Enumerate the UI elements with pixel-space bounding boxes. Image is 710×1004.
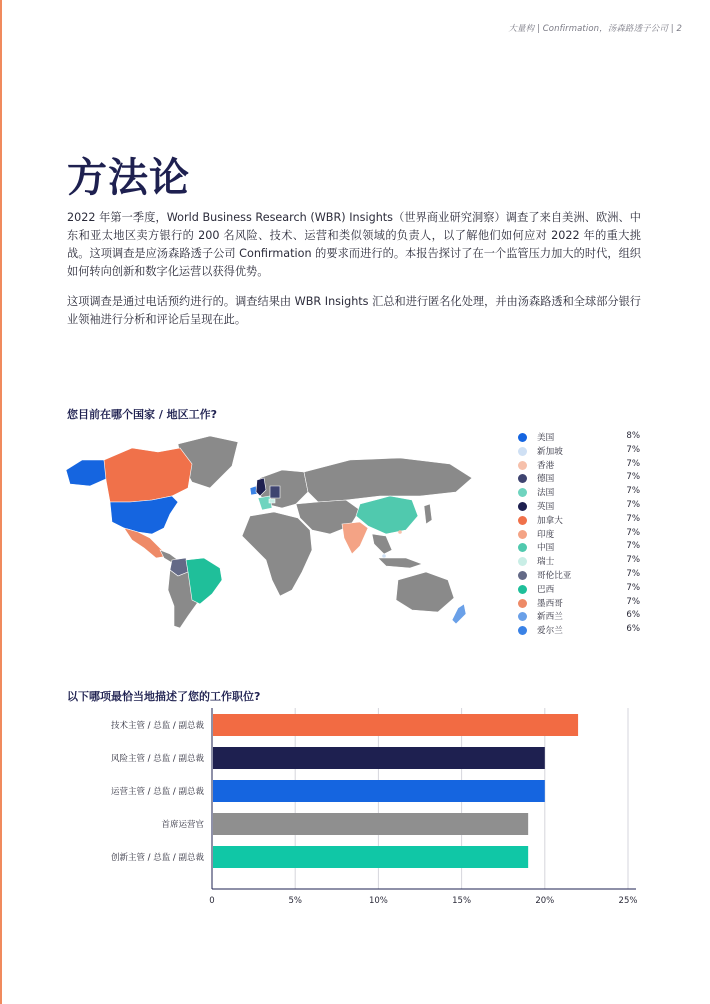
- legend-country: 墨西哥: [537, 598, 563, 609]
- map-africa: [242, 512, 312, 596]
- legend-country: 哥伦比亚: [537, 570, 572, 581]
- method-paragraph: 这项调查是通过电话预约进行的。调查结果由 WBR Insights 汇总和进行匿名化处理，并由汤森路透和全球部分银行业领袖进行分析和评论后呈现在此。: [67, 295, 641, 326]
- x-tick-label: 15%: [452, 896, 472, 906]
- bar: [213, 846, 528, 868]
- legend-swatch: [518, 612, 527, 621]
- legend-percent: 6%: [626, 624, 640, 635]
- legend-country: 爱尔兰: [537, 626, 563, 637]
- legend-percent: 7%: [626, 582, 640, 593]
- map-alaska: [66, 460, 108, 486]
- legend-swatch: [518, 474, 527, 483]
- category-label: 运营主管 / 总监 / 副总裁: [110, 787, 204, 797]
- legend-row: [518, 541, 640, 555]
- category-label: 风险主管 / 总监 / 副总裁: [110, 754, 204, 764]
- category-label: 创新主管 / 总监 / 副总裁: [110, 853, 204, 863]
- legend-row: [518, 514, 640, 528]
- legend-swatch: [518, 626, 527, 635]
- legend-percent: 6%: [626, 610, 640, 621]
- legend-swatch: [518, 502, 527, 511]
- map-legend: [518, 431, 640, 638]
- map-canada: [104, 448, 192, 502]
- x-tick-label: 5%: [288, 896, 302, 906]
- x-tick-label: 10%: [368, 896, 388, 906]
- bar: [213, 714, 578, 736]
- map-hong-kong: [398, 530, 402, 534]
- legend-percent: 7%: [626, 596, 640, 607]
- category-label: 技术主管 / 总监 / 副总裁: [110, 721, 204, 731]
- legend-row: [518, 472, 640, 486]
- map-germany: [270, 486, 280, 498]
- legend-percent: 7%: [626, 541, 640, 552]
- legend-swatch: [518, 516, 527, 525]
- legend-country: 英国: [537, 501, 555, 512]
- legend-swatch: [518, 571, 527, 580]
- map-new-zealand: [452, 604, 466, 624]
- legend-swatch: [518, 599, 527, 608]
- legend-percent: 7%: [626, 499, 640, 510]
- legend-country: 新西兰: [537, 612, 563, 623]
- map-se-asia: [372, 534, 392, 554]
- legend-percent: 7%: [626, 527, 640, 538]
- bar: [213, 813, 528, 835]
- legend-country: 瑞士: [537, 557, 555, 568]
- legend-percent: 7%: [626, 486, 640, 497]
- x-tick-label: 25%: [618, 896, 638, 906]
- legend-row: [518, 583, 640, 597]
- map-question: 您目前在哪个国家 / 地区工作?: [67, 408, 218, 421]
- intro-paragraph: 2022 年第一季度，World Business Research (WBR) Insights（世界商业研究洞察）调查了来自美洲、欧洲、中东和亚太地区卖方银行的 200 名风险、技术、运营和类似领域的负责人，以了解他们如何应对 2022 年的重大挑战。这项调查是应汤森路透子公司 Confirmation 的要求而进行的。本报告探讨了在一个监管压力加大的时代，组织如何转向创新和数字化运营以获得优势。: [67, 211, 641, 278]
- legend-row: [518, 528, 640, 542]
- legend-row: [518, 500, 640, 514]
- legend-row: [518, 569, 640, 583]
- legend-swatch: [518, 488, 527, 497]
- legend-row: [518, 555, 640, 569]
- legend-country: 印度: [537, 529, 555, 540]
- legend-row: [518, 459, 640, 473]
- legend-country: 香港: [537, 460, 555, 471]
- legend-row: [518, 486, 640, 500]
- legend-percent: 7%: [626, 458, 640, 469]
- legend-row: [518, 431, 640, 445]
- page-title: 方法论: [67, 155, 190, 201]
- chart-question: 以下哪项最恰当地描述了您的工作职位?: [67, 690, 261, 703]
- bar: [213, 780, 545, 802]
- legend-swatch: [518, 461, 527, 470]
- map-russia: [304, 458, 472, 502]
- legend-swatch: [518, 530, 527, 539]
- map-australia: [396, 572, 454, 612]
- legend-row: [518, 597, 640, 611]
- legend-percent: 7%: [626, 513, 640, 524]
- category-label: 首席运营官: [161, 820, 204, 830]
- legend-percent: 7%: [626, 472, 640, 483]
- map-switzerland: [269, 499, 275, 503]
- x-tick-label: 20%: [535, 896, 555, 906]
- map-japan: [424, 504, 432, 524]
- bar: [213, 747, 545, 769]
- legend-country: 加拿大: [537, 515, 563, 526]
- map-india: [342, 522, 368, 554]
- x-tick-label: 0: [209, 896, 215, 906]
- job-title-bar-chart: [0, 700, 710, 920]
- legend-swatch: [518, 543, 527, 552]
- legend-swatch: [518, 433, 527, 442]
- legend-country: 德国: [537, 474, 555, 485]
- world-map: [60, 430, 500, 630]
- legend-percent: 8%: [626, 431, 640, 441]
- legend-row: [518, 624, 640, 638]
- map-brazil: [186, 558, 222, 604]
- legend-swatch: [518, 447, 527, 456]
- legend-row: [518, 445, 640, 459]
- legend-country: 美国: [537, 433, 555, 443]
- legend-percent: 7%: [626, 568, 640, 579]
- legend-swatch: [518, 585, 527, 594]
- legend-country: 巴西: [537, 584, 555, 595]
- page-header: 大量构 | Confirmation，汤森路透子公司 | 2: [508, 24, 682, 34]
- legend-row: [518, 610, 640, 624]
- legend-country: 法国: [537, 488, 555, 499]
- map-singapore: [382, 554, 386, 558]
- legend-country: 中国: [537, 543, 555, 554]
- map-indonesia: [378, 558, 422, 568]
- legend-percent: 7%: [626, 444, 640, 455]
- legend-country: 新加坡: [537, 446, 563, 457]
- legend-swatch: [518, 557, 527, 566]
- map-usa: [110, 496, 178, 534]
- legend-percent: 7%: [626, 555, 640, 566]
